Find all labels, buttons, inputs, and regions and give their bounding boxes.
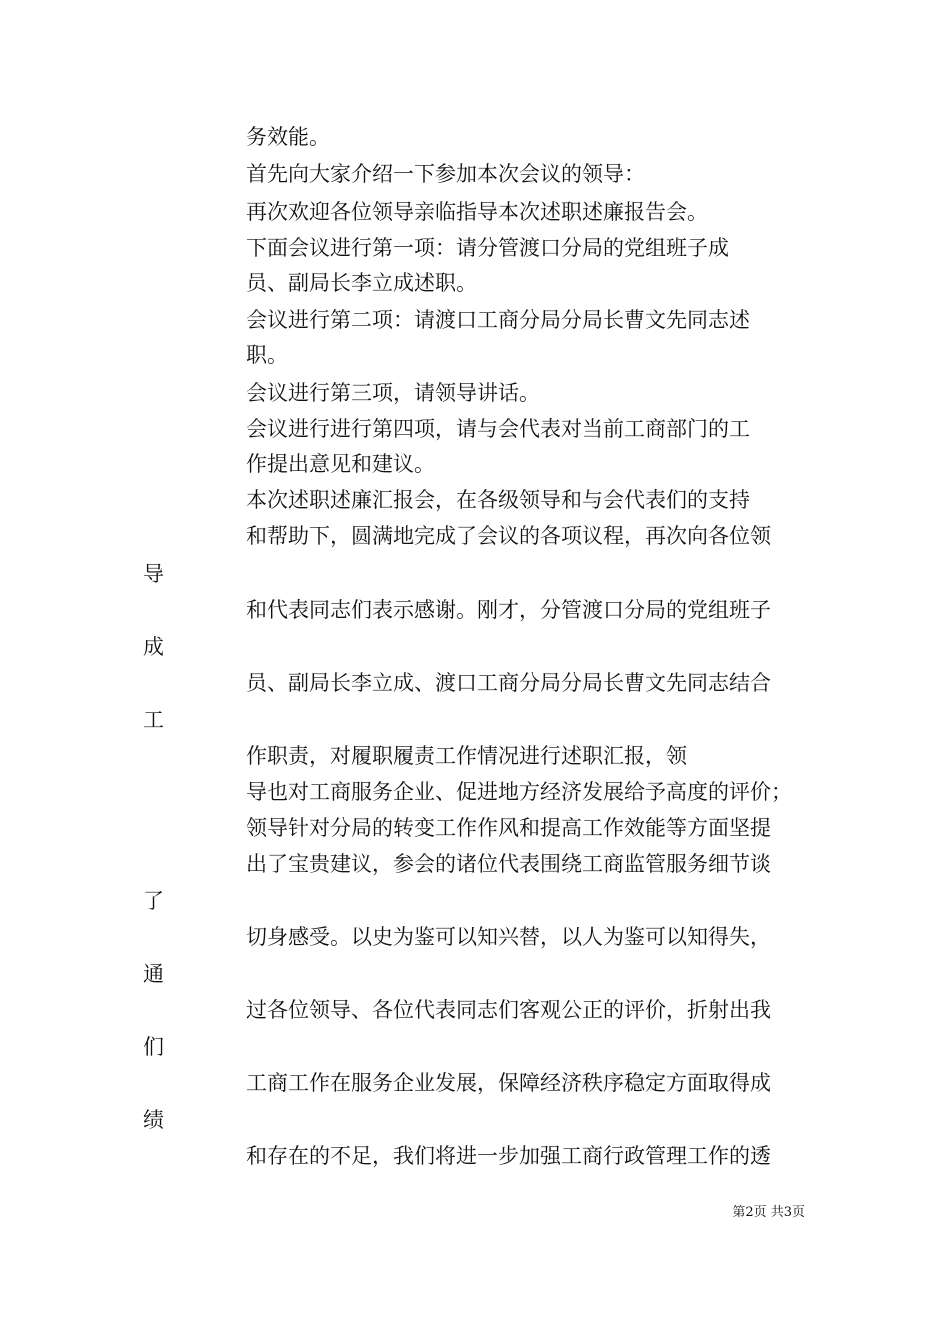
text-line: 本次述职述廉汇报会，在各级领导和与会代表们的支持 — [246, 488, 750, 512]
overflow-character: 绩 — [143, 1108, 164, 1132]
text-line: 出了宝贵建议，参会的诸位代表围绕工商监管服务细节谈 — [246, 852, 771, 876]
overflow-character: 工 — [143, 708, 164, 732]
text-line: 切身感受。以史为鉴可以知兴替，以人为鉴可以知得失， — [246, 925, 771, 949]
overflow-character: 导 — [143, 562, 164, 586]
text-line: 员、副局长李立成、渡口工商分局分局长曹文先同志结合 — [246, 671, 771, 695]
text-line: 和帮助下，圆满地完成了会议的各项议程，再次向各位领 — [246, 524, 771, 548]
text-line: 和代表同志们表示感谢。刚才，分管渡口分局的党组班子 — [246, 598, 771, 622]
text-line: 和存在的不足，我们将进一步加强工商行政管理工作的透 — [246, 1144, 771, 1168]
text-line: 导也对工商服务企业、促进地方经济发展给予高度的评价； — [246, 780, 792, 804]
text-line: 作职责，对履职履责工作情况进行述职汇报，领 — [246, 744, 687, 768]
overflow-character: 们 — [143, 1035, 164, 1059]
text-line: 作提出意见和建议。 — [246, 452, 435, 476]
text-line: 职。 — [246, 343, 288, 367]
text-line: 再次欢迎各位领导亲临指导本次述职述廉报告会。 — [246, 200, 708, 224]
text-line: 下面会议进行第一项：请分管渡口分局的党组班子成 — [246, 236, 729, 260]
text-line: 会议进行进行第四项，请与会代表对当前工商部门的工 — [246, 417, 750, 441]
text-line: 会议进行第三项，请领导讲话。 — [246, 381, 540, 405]
page-number-footer: 第2页 共3页 — [732, 1205, 805, 1220]
overflow-character: 通 — [143, 962, 164, 986]
overflow-character: 了 — [143, 889, 164, 913]
text-line: 过各位领导、各位代表同志们客观公正的评价，折射出我 — [246, 998, 771, 1022]
text-line: 工商工作在服务企业发展，保障经济秩序稳定方面取得成 — [246, 1071, 771, 1095]
text-line: 首先向大家介绍一下参加本次会议的领导： — [246, 162, 645, 186]
text-line: 务效能。 — [246, 125, 330, 149]
text-line: 员、副局长李立成述职。 — [246, 271, 477, 295]
text-line: 会议进行第二项：请渡口工商分局分局长曹文先同志述 — [246, 308, 750, 332]
overflow-character: 成 — [143, 635, 164, 659]
text-line: 领导针对分局的转变工作作风和提高工作效能等方面坚提 — [246, 816, 771, 840]
